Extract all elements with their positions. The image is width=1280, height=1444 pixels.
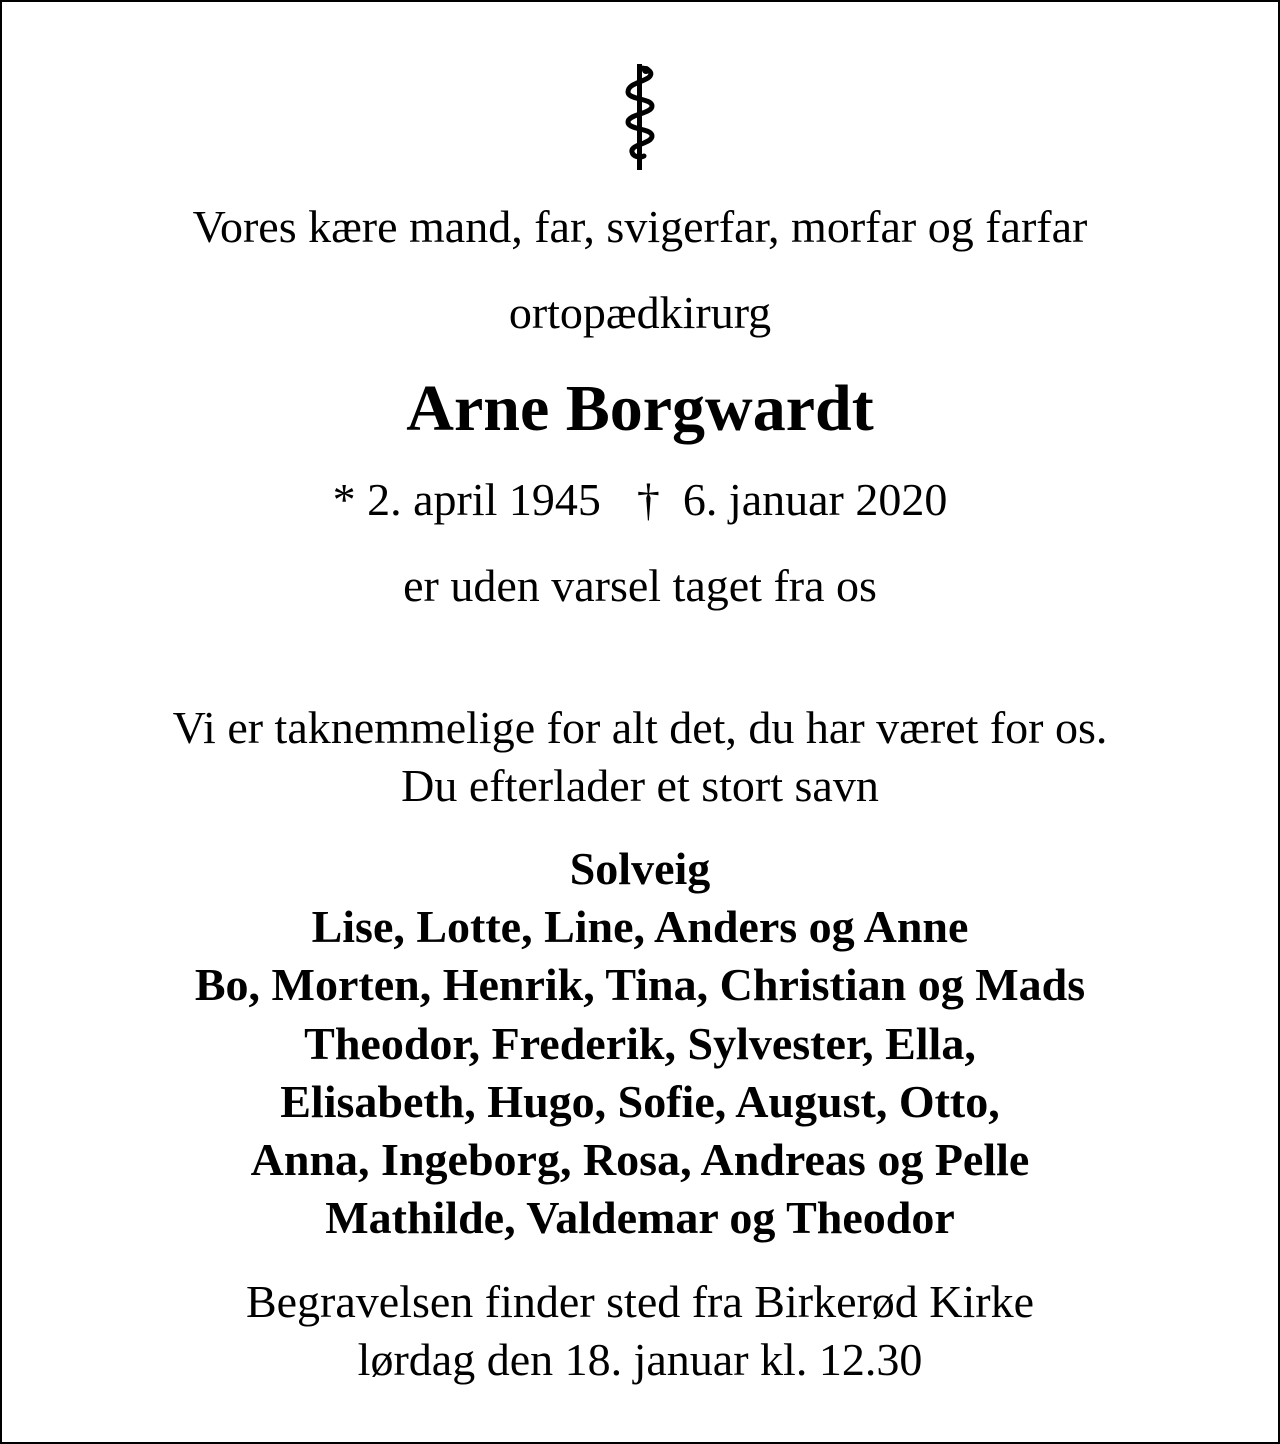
family-line-3: Bo, Morten, Henrik, Tina, Christian og Mads [194, 959, 1086, 1010]
funeral-line-1: Begravelsen finder sted fra Birkerød Kirke [245, 1276, 1035, 1327]
profession-text: ortopædkirurg [508, 287, 772, 338]
life-dates [0, 474, 1280, 525]
family-line-5: Elisabeth, Hugo, Sofie, August, Otto, [280, 1076, 1000, 1127]
thanks-line-1: Vi er taknemmelige for alt det, du har været for os. [172, 702, 1108, 753]
family-line-7: Mathilde, Valdemar og Theodor [325, 1192, 955, 1243]
family-line-6: Anna, Ingeborg, Rosa, Andreas og Pelle [250, 1134, 1030, 1185]
rod-of-asclepius-icon [610, 62, 670, 172]
birth-date: * 2. april 1945 [332, 474, 601, 525]
intro-text: Vores kære mand, far, svigerfar, morfar og farfar [192, 201, 1088, 252]
deceased-name: Arne Borgwardt [406, 372, 874, 445]
family-line-1: Solveig [569, 843, 711, 894]
family-line-2: Lise, Lotte, Line, Anders og Anne [311, 901, 969, 952]
family-line-4: Theodor, Frederik, Sylvester, Ella, [304, 1018, 976, 1069]
message-text: er uden varsel taget fra os [403, 560, 877, 611]
thanks-line-2: Du efterlader et stort savn [401, 760, 879, 811]
funeral-line-2: lørdag den 18. januar kl. 12.30 [357, 1334, 923, 1385]
death-date: † 6. januar 2020 [636, 474, 948, 525]
